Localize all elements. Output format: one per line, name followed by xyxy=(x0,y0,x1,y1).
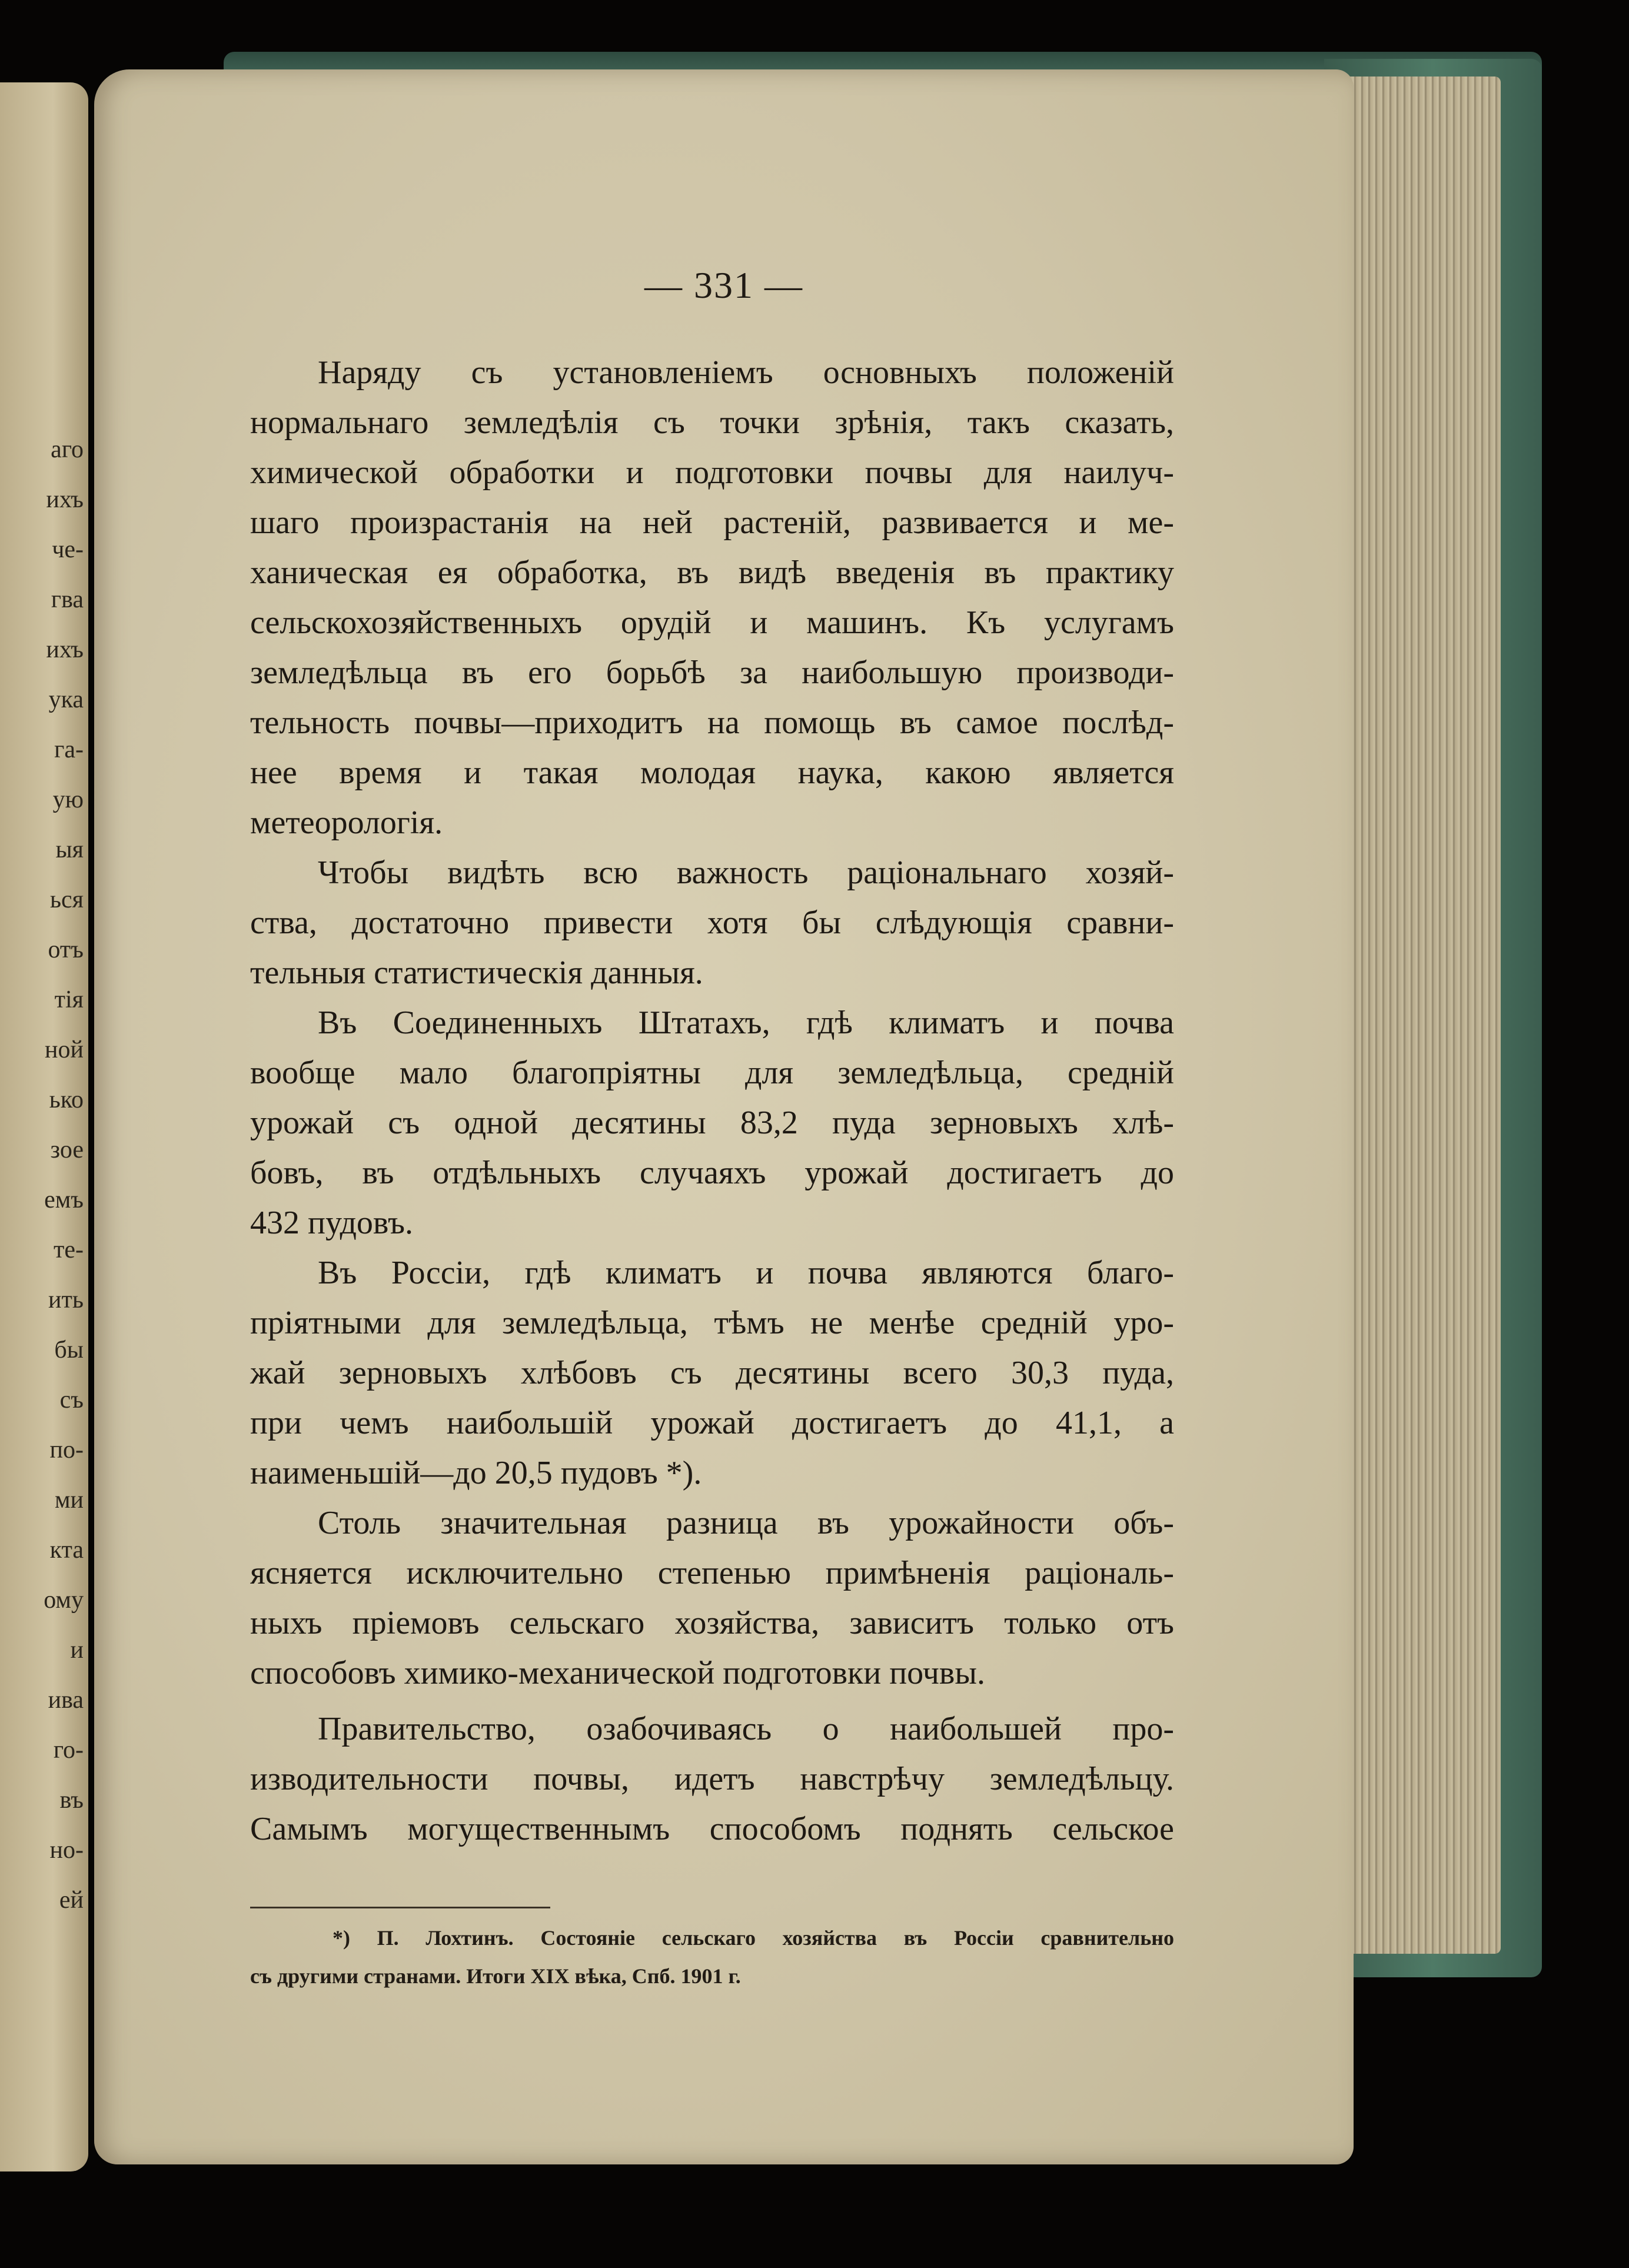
text-line: ханическая ея обработка, въ видѣ введенія въ практику xyxy=(250,554,1174,591)
left-fragment: зое xyxy=(50,1136,84,1163)
left-fragment: аго xyxy=(51,436,84,463)
text-line: пріятными для земледѣльца, тѣмъ не менѣе средній уро- xyxy=(250,1305,1174,1341)
footnote-rule xyxy=(250,1907,550,1908)
text-line: при чемъ наибольшій урожай достигаетъ до 41,1, а xyxy=(250,1405,1174,1441)
text-line: Чтобы видѣть всю важность раціональнаго хозяй- xyxy=(318,854,1174,891)
text-line: ства, достаточно привести хотя бы слѣдующія сравни- xyxy=(250,904,1174,941)
left-fragment: га- xyxy=(54,736,84,763)
left-fragment: ной xyxy=(45,1036,84,1063)
left-fragment: те- xyxy=(54,1236,84,1263)
text-line: Въ Россіи, гдѣ климатъ и почва являются благо- xyxy=(318,1255,1174,1291)
text-line: Самымъ могущественнымъ способомъ поднять сельское xyxy=(250,1811,1174,1847)
left-fragment: кта xyxy=(49,1537,84,1564)
left-fragment: но- xyxy=(49,1837,84,1864)
left-fragment: ько xyxy=(49,1086,84,1113)
text-line: земледѣльца въ его борьбѣ за наибольшую производи- xyxy=(250,654,1174,691)
footnote-line: *) П. Лохтинъ. Состояніе сельскаго хозяйства въ Россіи сравнительно xyxy=(333,1926,1174,1950)
left-fragment: ихъ xyxy=(46,636,84,663)
text-line: шаго произрастанія на ней растеній, развивается и ме- xyxy=(250,504,1174,541)
text-line: способовъ химико-механической подготовки почвы. xyxy=(250,1655,985,1691)
left-fragment: ей xyxy=(59,1887,84,1914)
page-edges xyxy=(1336,77,1501,1954)
previous-page-edge xyxy=(0,82,88,2171)
left-fragment: ься xyxy=(49,886,84,913)
text-line: бовъ, въ отдѣльныхъ случаяхъ урожай достигаетъ до xyxy=(250,1155,1174,1191)
left-fragment: ива xyxy=(48,1687,84,1714)
page-number: — 331 — xyxy=(644,264,803,306)
text-line: тельность почвы—приходитъ на помощь въ самое послѣд- xyxy=(250,704,1174,741)
left-fragment: ить xyxy=(48,1286,84,1313)
left-fragment: по- xyxy=(49,1436,84,1464)
text-line: наименьшій—до 20,5 пудовъ *). xyxy=(250,1455,702,1491)
left-fragment: гва xyxy=(51,586,84,613)
left-fragment: ми xyxy=(54,1486,84,1514)
text-line: тельныя статистическія данныя. xyxy=(250,955,703,991)
left-fragment: го- xyxy=(53,1737,84,1764)
left-fragment: въ xyxy=(59,1787,84,1814)
left-fragment: тія xyxy=(54,986,84,1013)
text-line: ясняется исключительно степенью примѣненія раціональ- xyxy=(250,1555,1174,1591)
left-fragment: ихъ xyxy=(46,486,84,513)
text-line: ныхъ пріемовъ сельскаго хозяйства, зависитъ только отъ xyxy=(250,1605,1174,1641)
left-fragment: бы xyxy=(54,1336,84,1364)
left-fragment: емъ xyxy=(44,1186,84,1213)
left-fragment: съ xyxy=(59,1386,84,1414)
left-fragment: отъ xyxy=(48,936,84,963)
text-line: Правительство, озабочиваясь о наибольшей про- xyxy=(318,1711,1174,1747)
left-fragment: ому xyxy=(44,1587,84,1614)
text-line: метеорологія. xyxy=(250,804,443,841)
text-line: 432 пудовъ. xyxy=(250,1205,413,1241)
left-fragment: ука xyxy=(48,686,84,713)
text-line: изводительности почвы, идетъ навстрѣчу земледѣльцу. xyxy=(250,1761,1174,1797)
left-fragment: и xyxy=(70,1637,84,1664)
text-line: нормальнаго земледѣлія съ точки зрѣнія, такъ сказать, xyxy=(250,404,1174,441)
book-page xyxy=(94,69,1354,2164)
text-line: Наряду съ установленіемъ основныхъ положеній xyxy=(318,354,1174,391)
left-fragment: ыя xyxy=(55,836,84,863)
left-fragment: ую xyxy=(52,786,84,813)
text-line: вообще мало благопріятны для земледѣльца, средній xyxy=(250,1055,1174,1091)
text-line: химической обработки и подготовки почвы для наилуч- xyxy=(250,454,1174,491)
text-line: Въ Соединенныхъ Штатахъ, гдѣ климатъ и почва xyxy=(318,1005,1174,1041)
text-line: сельскохозяйственныхъ орудій и машинъ. Къ услугамъ xyxy=(250,604,1174,641)
text-line: урожай съ одной десятины 83,2 пуда зерновыхъ хлѣ- xyxy=(250,1105,1174,1141)
text-line: Столь значительная разница въ урожайности объ- xyxy=(318,1505,1174,1541)
left-fragment: че- xyxy=(52,536,84,563)
text-line: жай зерновыхъ хлѣбовъ съ десятины всего 30,3 пуда, xyxy=(250,1355,1174,1391)
text-line: нее время и такая молодая наука, какою является xyxy=(250,754,1174,791)
footnote-line: съ другими странами. Итоги XIX вѣка, Спб. 1901 г. xyxy=(250,1964,741,1988)
